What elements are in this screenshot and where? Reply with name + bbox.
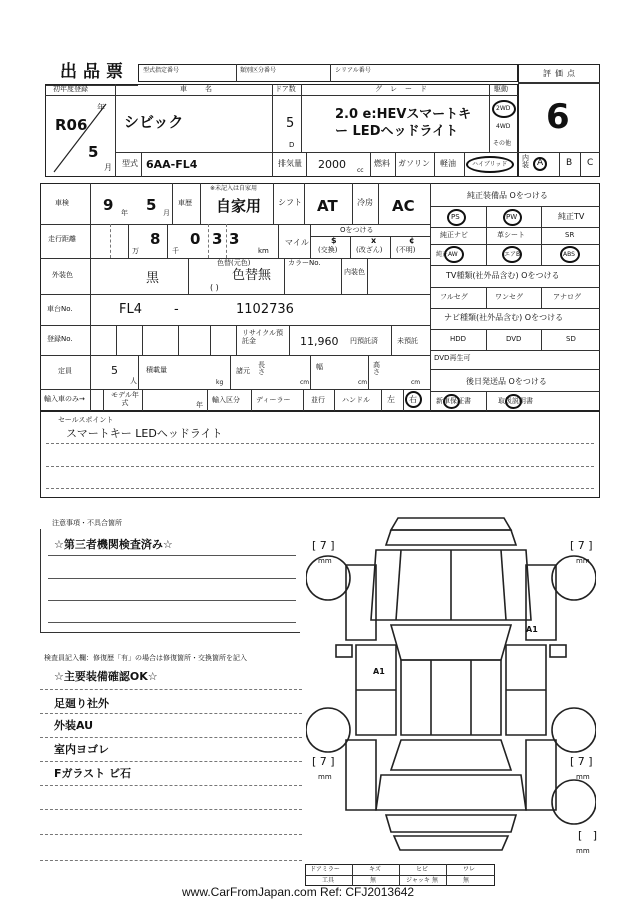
dims-label: 諸元 (236, 367, 250, 375)
recycle-label: リサイクル預託金 (242, 329, 284, 346)
drive-other: その他 (493, 140, 512, 147)
tread-rl: 7 (319, 755, 327, 768)
model-code-label: 型式指定番号 (143, 67, 180, 74)
car-name-label: 車名 (180, 85, 230, 93)
legend-mirror: ドアミラー (310, 866, 340, 873)
color-value: 黒 (146, 271, 160, 286)
load-label: 積載量 (146, 366, 167, 374)
first-reg-month: 5 (88, 143, 99, 161)
ac-label: 冷房 (357, 198, 373, 207)
genuine-title: 純正装備品 Oをつける (467, 191, 548, 200)
capacity-unit: 人 (130, 377, 137, 385)
displacement-label: 排気量 (278, 159, 302, 168)
mileage-km-unit: km (258, 247, 269, 255)
inspector-line-1: ☆主要装備確認OK☆ (54, 670, 158, 683)
mileage-circle-note: Oをつける (340, 226, 374, 234)
recycle-unpaid: 未預託 (397, 337, 418, 345)
tread-fl-unit: mm (318, 557, 332, 565)
cc-unit: cc (357, 167, 364, 174)
usage-note: ※未記入は自家用 (210, 185, 258, 192)
equip-ps: PS (451, 213, 460, 221)
mileage-digit-3: 3 (229, 230, 240, 248)
inspector-line-3: 外装AU (54, 719, 94, 732)
chassis-number: 1102736 (236, 302, 294, 317)
mileage-exchange: 交換 (320, 246, 335, 254)
equip-abs: ABS (563, 251, 575, 258)
drive-label: 駆動 (494, 85, 508, 93)
inspection-year-mark: 年 (121, 209, 128, 217)
legend-extra-value: 無 (463, 877, 470, 884)
tv-fullseg: フルセグ (440, 293, 468, 301)
fuel-hybrid: ハイブリッド (472, 161, 508, 168)
reg-no-label: 登録No. (47, 335, 73, 343)
equip-airbag: エアB (504, 251, 521, 258)
equip-aw: 純正AW (436, 251, 458, 258)
equip-navi: 純正ナビ (440, 231, 468, 239)
chassis-prefix: FL4 (119, 302, 142, 317)
score-value: 6 (546, 97, 570, 137)
damage-mark-2: A1 (373, 667, 385, 676)
drive-4wd: 4WD (496, 123, 511, 130)
navi-type-title: ナビ種類(社外品含む) Oをつける (444, 313, 564, 322)
height-label: 高さ (373, 361, 380, 376)
inspection-month-mark: 月 (163, 209, 170, 217)
import-div-label: 輸入区分 (212, 396, 240, 404)
shift-value: AT (317, 197, 338, 215)
interior-b: B (566, 158, 573, 168)
manual-circle (505, 394, 522, 409)
navi-dvd-player: DVD再生可 (434, 354, 471, 362)
tread-spare-unit: mm (576, 847, 590, 855)
drive-2wd: 2WD (496, 105, 511, 112)
grade-line-1: 2.0 e:HEVスマートキ (335, 107, 472, 122)
model-year-unit: 年 (196, 401, 203, 409)
interior-color-label: 内装色 (344, 268, 365, 276)
mileage-altered: 改ざん (358, 246, 380, 254)
warranty-circle (443, 394, 460, 409)
mileage-unknown: 不明 (398, 246, 413, 254)
legend-jack-value: 無 (432, 877, 439, 884)
repaint-value: 色替無 (232, 268, 272, 283)
year-mark: 年 (97, 103, 105, 112)
caution-label: 注意事項・不具合箇所 (52, 519, 122, 527)
sales-point-box (40, 411, 600, 498)
grade-line-2: ー LEDヘッドライト (335, 124, 459, 139)
inspection-label: 車検 (55, 199, 69, 207)
tread-fr-unit: mm (576, 557, 590, 565)
sales-point-label: セールスポイント (58, 416, 114, 424)
import-label: 輸入車のみ→ (44, 395, 85, 403)
door-count: 5 (286, 116, 295, 131)
tv-oneseg: ワンセグ (495, 293, 523, 301)
score-label: 評価点 (543, 69, 579, 78)
handle-label: ハンドル (342, 396, 370, 404)
import-parallel: 並行 (311, 396, 325, 404)
height-unit: cm (411, 379, 421, 386)
length-unit: cm (300, 379, 310, 386)
equip-tv: 純正TV (558, 212, 585, 221)
usage-label: 車歴 (178, 199, 192, 207)
caution-text: ☆第三者機関検査済み☆ (54, 538, 173, 551)
inspector-label: 検査員記入欄：修復歴「有」の場合は修復箇所・交換箇所を記入 (44, 654, 247, 662)
inspection-month: 5 (146, 196, 157, 214)
mileage-sen-unit: 千 (172, 247, 179, 255)
tread-rr: 7 (577, 755, 585, 768)
capacity-label: 定員 (58, 367, 72, 375)
chassis-dash: - (174, 302, 179, 317)
model-type: 6AA-FL4 (146, 158, 198, 171)
length-label: 長さ (258, 361, 265, 376)
type-label: 型式 (122, 159, 138, 168)
model-year-label: モデル年式 (111, 391, 139, 407)
door-d-mark: D (289, 141, 295, 149)
code-strip (138, 64, 518, 82)
equip-pw: PW (506, 213, 518, 221)
color-no-label: カラーNo. (288, 259, 321, 267)
import-dealer: ディーラー (256, 396, 291, 404)
legend-break: ワレ (463, 866, 476, 873)
displacement: 2000 (318, 158, 346, 171)
car-diagram (306, 510, 596, 865)
ac-value: AC (392, 197, 415, 215)
first-reg-year: R06 (55, 116, 88, 134)
mileage-digit-1: 0 (190, 230, 201, 248)
first-reg-label: 初年度登録 (53, 85, 88, 93)
handle-left: 左 (387, 395, 395, 404)
interior-a: A (537, 158, 544, 168)
interior-c: C (587, 158, 594, 168)
fuel-label: 燃料 (374, 159, 390, 168)
recycle-amount: 11,960 (300, 335, 339, 348)
inspector-line-5: Fガラスト ビ石 (54, 767, 132, 780)
tv-analog: アナログ (553, 293, 581, 301)
month-mark: 月 (104, 163, 112, 172)
load-unit: kg (216, 379, 224, 386)
mileage-man: 8 (150, 230, 161, 248)
capacity-value: 5 (111, 364, 118, 377)
doors-label: ドア数 (275, 85, 296, 93)
handle-right: 右 (409, 395, 417, 404)
class-code-label: 類別区分番号 (240, 67, 277, 74)
inspection-year: 9 (103, 196, 114, 214)
legend-tool-value: 無 (370, 877, 377, 884)
serial-label: シリアル番号 (335, 67, 371, 74)
tread-fr: 7 (577, 539, 585, 552)
navi-hdd: HDD (450, 335, 467, 343)
legend-scratch: キズ (369, 866, 381, 873)
navi-dvd: DVD (506, 335, 522, 343)
car-name: シビック (124, 113, 184, 131)
equip-sr: SR (565, 231, 575, 239)
tread-rr-unit: mm (576, 773, 590, 781)
recycle-paid: 円預託済 (350, 337, 378, 345)
interior-label: 内装 (522, 154, 529, 169)
inspector-line-4: 室内ヨゴレ (54, 743, 109, 756)
shift-label: シフト (278, 198, 302, 207)
damage-mark-1: A1 (526, 625, 538, 634)
later-title: 後日発送品 Oをつける (466, 377, 547, 386)
fuel-diesel: 軽油 (440, 159, 456, 168)
tv-type-title: TV種類(社外品含む) Oをつける (446, 271, 560, 280)
chassis-label: 車台No. (47, 305, 73, 313)
legend-crack: ヒビ (416, 866, 429, 873)
legend-jack-label: ジャッキ (406, 877, 430, 884)
repaint-label: 色替(元色) (217, 259, 251, 267)
later-manual: 取扱説明書 (498, 397, 533, 405)
grade-label: グレード (375, 85, 435, 93)
later-warranty: 新車保証書 (436, 397, 471, 405)
navi-sd: SD (566, 335, 576, 343)
tread-rl-unit: mm (318, 773, 332, 781)
equip-leather: 革シート (497, 231, 525, 239)
repaint-paren: ( ) (210, 283, 219, 292)
sheet-title: 出品票 (60, 62, 129, 82)
inspector-line-2: 足廻り社外 (54, 697, 109, 710)
usage-value: 自家用 (216, 197, 262, 215)
mileage-label: 走行距離 (48, 235, 76, 243)
mileage-digit-2: 3 (212, 230, 223, 248)
legend-tool-label: 工具 (322, 877, 335, 884)
tread-fl: 7 (319, 539, 327, 552)
width-label: 幅 (316, 363, 323, 371)
mile-label: マイル (285, 238, 309, 247)
color-label: 外装色 (52, 271, 73, 279)
mileage-man-unit: 万 (132, 247, 139, 255)
sales-point-text: スマートキー LEDヘッドライト (66, 427, 223, 440)
footer-watermark: www.CarFromJapan.com Ref: CFJ2013642 (182, 885, 415, 899)
fuel-gas: ガソリン (398, 159, 430, 168)
width-unit: cm (358, 379, 368, 386)
